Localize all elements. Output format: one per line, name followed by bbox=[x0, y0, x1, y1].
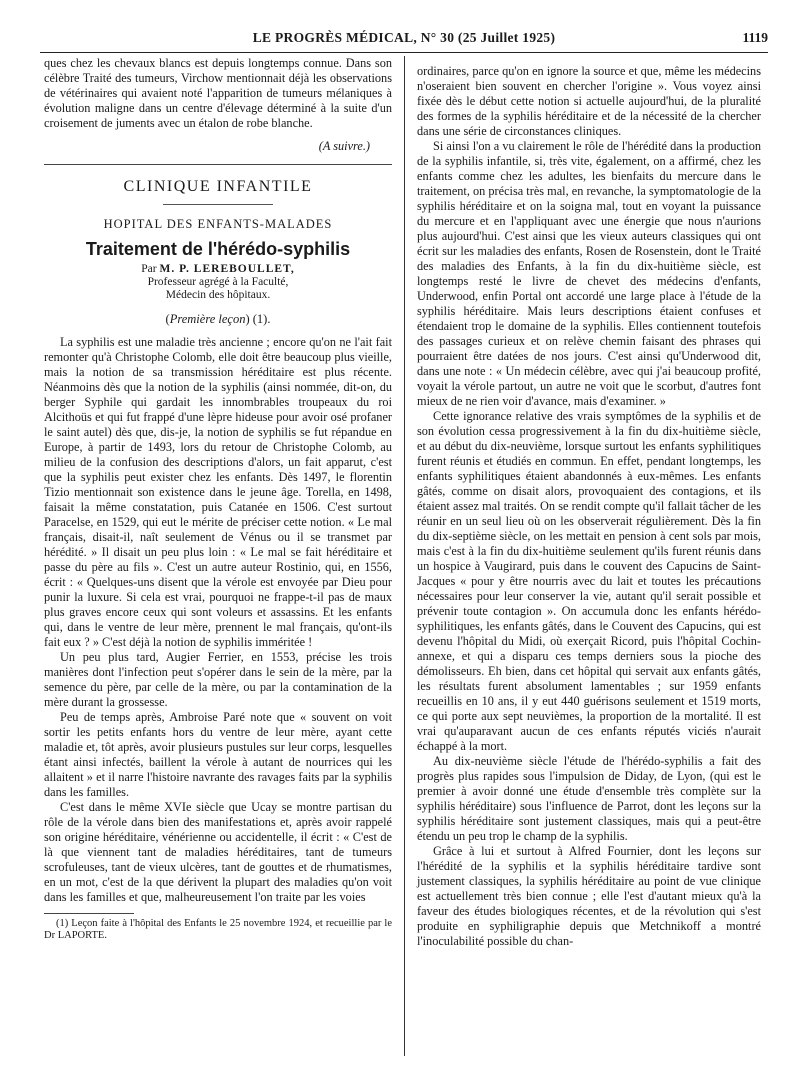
body-paragraph: Au dix-neuvième siècle l'étude de l'hérédo-syphilis a fait des progrès plus rapides sous l'impulsion de Diday, de Lyon, (qui est le premier à avoir donné une étude d'ensemble très complète sur la syphilis héréditaire) sous l'influence de Parrot, dont les leçons sur la syphilis héréditaire sont justement classiques, mais qui a peut-être étendu un peu trop le champ de la syphilis. bbox=[417, 754, 761, 843]
byline bbox=[44, 263, 392, 302]
lecon-footnote-ref: (1). bbox=[252, 312, 271, 326]
body-paragraph: Peu de temps après, Ambroise Paré note que « souvent on voit sortir les petits enfants hors du ventre de leur mère, ayant cette maladie et, tôt après, avoir plusieurs pustules sur leur corps, lesquelles étant ainsi infectés, baillent la vérole à autant de nourrices qui les allaitent » et il narre l'histoire navrante des ravages faits par la syphilis dans les familles. bbox=[44, 710, 392, 799]
hospital-name: HOPITAL DES ENFANTS-MALADES bbox=[103, 217, 333, 231]
article-title: Traitement de l'hérédo-syphilis bbox=[85, 239, 351, 259]
author-prefix: Par bbox=[141, 263, 157, 275]
body-paragraph: Grâce à lui et surtout à Alfred Fournier, dont les leçons sur l'hérédité de la syphilis et la syphilis héréditaire tardive sont justement classiques, la syphilis héréditaire au point de vue clinique est actuellement très bien connue ; elle l'est d'autant mieux qu'à la faveur des études biologiques récentes, et de la révolution qui s'est produite en syphiligraphie depuis que Metchnikoff a montré l'inoculabilité possible du chan- bbox=[417, 844, 761, 948]
author-name: M. P. LEREBOULLET, bbox=[159, 263, 295, 275]
author-role-2: Médecin des hôpitaux. bbox=[165, 289, 271, 301]
footnote-rule bbox=[44, 913, 134, 914]
header-rule bbox=[40, 52, 768, 53]
journal-title: LE PROGRÈS MÉDICAL, N° 30 (25 Juillet 1925) bbox=[252, 30, 556, 45]
section-separator bbox=[44, 164, 392, 165]
section-title bbox=[44, 179, 392, 194]
lecon-label: (Première leçon) (1). bbox=[165, 312, 271, 326]
footnote: (1) Leçon faite à l'hôpital des Enfants le 25 novembre 1924, et recueillie par le Dr LAPORTE. bbox=[44, 918, 392, 941]
continued-paragraph: ques chez les chevaux blancs est depuis longtemps connue. Dans son célèbre Traité des tumeurs, Virchow mentionnait déjà les observations de vétérinaires qui avaient noté l'apparition de tumeurs mélaniques à évolution maligne dans un centre d'élevage déterminé à la suite d'un croisement de juments avec un étalon de robe blanche. bbox=[44, 56, 392, 130]
lecon-title: Première leçon bbox=[169, 312, 246, 326]
body-paragraph: Cette ignorance relative des vrais symptômes de la syphilis et de son évolution cessa progressivement à la fin du dix-huitième siècle, et au début du dix-neuvième, lorsque surtout les enfants syphilitiques furent réunis et étudiés en commun. En effet, pendant longtemps, les enfants syphilitiques étaient abandonnés à eux-mêmes. Les enfants gâtés, comme on disait alors, provoquaient des contagions, et ils étaient assez mal traités. On se rendit compte qu'il fallait tâcher de les réunir en un seul lieu où on les observerait régulièrement. Dès la fin du dix-septième siècle, on les mettait en pension à cent sols par mois, mais c'est à la fin du dix-huitième seulement qu'ils furent réunis dans un hospice à Vaugirard, puis dans le couvent des Capucins de Saint-Jacques « pour y être nourris avec du lait et toutes les précautions nécessaires pour leur conserver la vie, autant qu'il serait possible et prévenir toute contagion ». On accumula donc les enfants hérédo-syphilitiques, les enfants gâtés, dans le Couvent des Capucins, qui est devenu l'hôpital du Midi, où exerçait Ricord, puis l'hôpital Cochin-annexe, et qui a disparu ces temps derniers sous la pioche des démolisseurs. Eh bien, dans cet hôpital qui servait aux enfants gâtés, les résultats furent absolument lamentables ; sur 1959 enfants recueillis en 10 ans, il y eut 440 guérisons seulement et 1519 morts, ce qui porte aux sept neuvièmes, la proportion de la mortalité. Il est vrai qu'auparavant aucun de ces enfants réputés viciés n'aurait échappé à la mort. bbox=[417, 409, 761, 753]
section-title-text: CLINIQUE INFANTILE bbox=[123, 178, 313, 195]
body-paragraph: Un peu plus tard, Augier Ferrier, en 1553, précise les trois manières dont l'infection peut s'opérer dans le sein de la mère, par la semence du père, par celle de la mère, ou par la contamination de la mère durant la grossesse. bbox=[44, 650, 392, 709]
section-title-rule bbox=[163, 204, 273, 205]
page-number: 1119 bbox=[742, 30, 768, 45]
body-paragraph: C'est dans le même XVIe siècle que Ucay se montre partisan du rôle de la vérole dans bien des manifestations et, après avoir rappelé son origine héréditaire, vénérienne ou accidentelle, il écrit : « C'est de là que viennent tant de maladies héréditaires, tant de tumeurs scrofuleuses, tant de vieux ulcères, tant de gouttes et de rhumatismes, en un mot, c'est de la que dérivent la plupart des maladies qu'on voit dans les familles et que, malheureusement l'on traite par les voies bbox=[44, 800, 392, 904]
left-column bbox=[44, 56, 392, 942]
right-column bbox=[417, 64, 761, 949]
body-paragraph: Si ainsi l'on a vu clairement le rôle de l'hérédité dans la production de la syphilis infantile, si, très vite, également, on a affirmé, chez les enfants comme chez les adultes, les bienfaits du mercure dans le traitement, on précisa très mal, en revanche, la symptomatologie de la syphilis héréditaire et on la soigna mal, tout en voyant la puissance du mercure et en l'appliquant avec une énergie que nous n'aurions plus aujourd'hui. C'est ainsi que les vieux auteurs classiques qui ont écrit sur les maladies des enfants, Rosen de Rosenstein, dont le Traité des maladies des Enfants, à la fin du dix-huitième siècle, est longtemps resté le livre de chevet des médecins d'enfants, Underwood, enfin Portal ont accordé une large place à l'étude de la syphilis héréditaire. Mais leurs descriptions étaient confuses et étendaient trop le domaine de la syphilis. Elles contiennent toutefois des passages curieux et on relève chemin faisant des phrases qui pourraient être datées de nos jours. C'est ainsi qu'Underwood dit, dans une note : « Un médecin célèbre, avec qui j'ai beaucoup profité, voyait la vérole partout, un autre ne voit que le scorbut, d'autres font mieux de ne rien voir d'avance, mais d'examiner. » bbox=[417, 139, 761, 408]
body-paragraph: ordinaires, parce qu'on en ignore la source et que, même les médecins n'oseraient bien souvent en chercher l'origine ». Vous voyez ainsi fixée dès le début cette notion si actuelle aujourd'hui, de la pluralité des formes de la syphilis héréditaire et de la nécessité de la chercher dans une série de circonstances cliniques. bbox=[417, 64, 761, 138]
column-divider bbox=[404, 56, 405, 1056]
author-role-1: Professeur agrégé à la Faculté, bbox=[147, 276, 289, 288]
a-suivre-note: (A suivre.) bbox=[318, 139, 370, 153]
running-head bbox=[40, 30, 768, 50]
body-paragraph: La syphilis est une maladie très ancienne ; encore qu'on ne l'ait fait remonter qu'à Christophe Colomb, elle doit être beaucoup plus vieille, mais la notion de sa transmission héréditaire est plus récente. Néanmoins dès que la notion de la syphilis (ainsi nommée, dit-on, du berger Syphile qui gardait les innombrables troupeaux du roi Alcithoüs et qui fut frappé d'une lèpre hideuse pour avoir osé profaner le saint autel) dès que, dis-je, la notion de syphilis se fut répandue en Europe, à partir de 1493, lors du retour de Christophe Colomb, au milieu de la confusion des descriptions d'alors, un fait apparut, c'est que la syphilis peut exister chez les enfants. Dès 1497, le florentin Tizio mentionnait son existence dans le jeune âge. Torella, en 1498, faisait la même constatation, puis Catanée en 1506. C'est surtout Paracelse, en 1529, qui eut le mérite de préciser cette notion. « Le mal français, disait-il, naît seulement de Vénus ou il se transmet par hérédité. » Il disait un peu plus loin : « Le mal se fait héréditaire et passe du père au fils ». C'est un autre auteur Rostinio, qui, en 1556, écrit : « Quelques-uns disent que la vérole est envoyée par Dieu pour punir la luxure. Si cela est vrai, pourquoi ne frappe-t-il pas de maux plus graves encore ceux qui sont voleurs et assassins. Et les enfants qui, dans le ventre de leur mère, prennent le mal français, qu'ont-ils fait eux ? » C'est déjà la notion de syphilis imméritée ! bbox=[44, 335, 392, 649]
